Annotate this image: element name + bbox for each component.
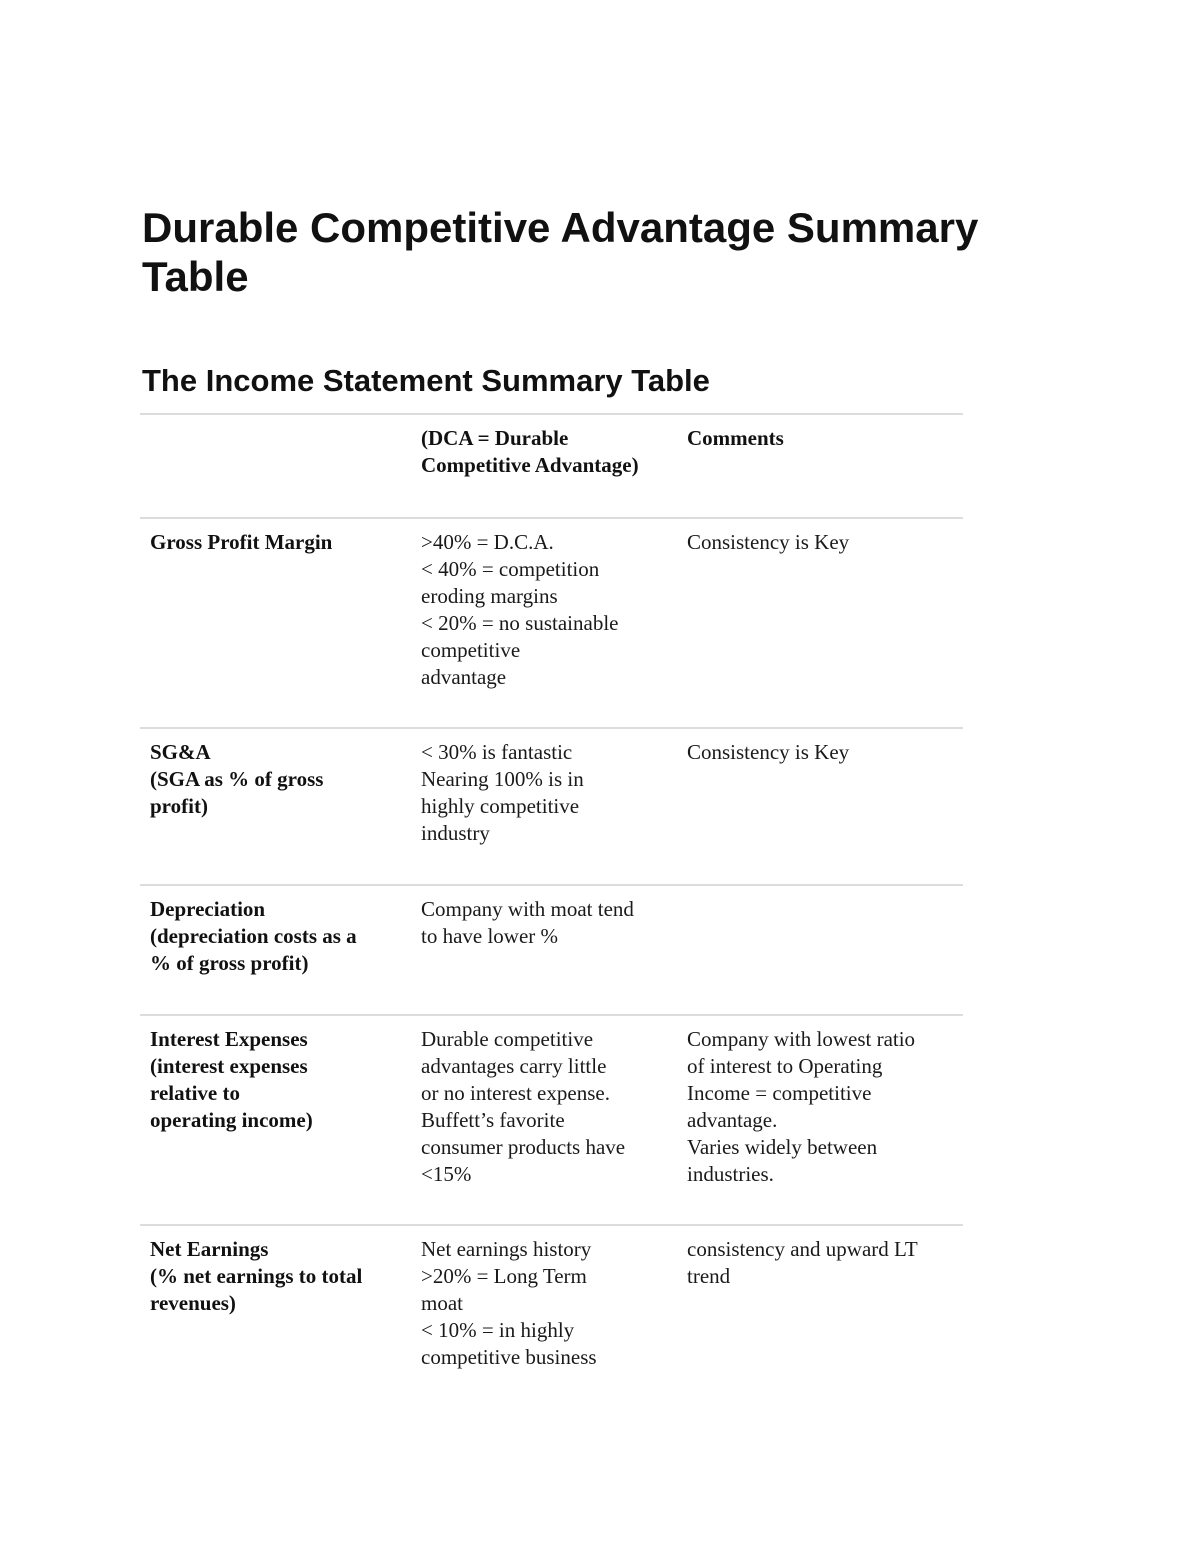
row-criteria: >40% = D.C.A. < 40% = competition eroding margins < 20% = no sustainable competitive advantage: [421, 530, 619, 689]
table-row-interest-expenses: [140, 1015, 963, 1225]
row-label: Interest Expenses (interest expenses relative to operating income): [150, 1027, 313, 1132]
table-row-gross-profit-margin: [140, 518, 963, 728]
row-comments: [677, 885, 963, 1015]
row-comments: Consistency is Key: [687, 530, 850, 554]
table-row-sga: [140, 728, 963, 885]
row-label: SG&A (SGA as % of gross profit): [150, 740, 324, 818]
document-title: Durable Competitive Advantage Summary Table: [142, 204, 979, 300]
header-cell-dca: (DCA = Durable Competitive Advantage): [421, 426, 639, 477]
table-header-row: [140, 414, 963, 518]
income-statement-summary-table: [140, 413, 963, 1376]
row-comments: consistency and upward LT trend: [687, 1237, 918, 1288]
header-cell-metric: [140, 414, 411, 518]
row-label: Net Earnings (% net earnings to total revenues): [150, 1237, 363, 1315]
row-criteria: < 30% is fantastic Nearing 100% is in highly competitive industry: [421, 740, 584, 845]
header-cell-comments: Comments: [687, 426, 784, 450]
section-title: The Income Statement Summary Table: [142, 363, 710, 398]
row-label: Gross Profit Margin: [150, 530, 333, 554]
row-criteria: Durable competitive advantages carry little or no interest expense. Buffett’s favorite consumer products have <15%: [421, 1027, 626, 1186]
row-comments: Consistency is Key: [687, 740, 850, 764]
table-row-depreciation: [140, 885, 963, 1015]
row-label: Depreciation (depreciation costs as a % of gross profit): [150, 897, 357, 975]
table-row-net-earnings: [140, 1225, 963, 1376]
row-comments: Company with lowest ratio of interest to Operating Income = competitive advantage. Varies widely between industries.: [687, 1027, 916, 1186]
row-criteria: Company with moat tend to have lower %: [421, 897, 634, 948]
row-criteria: Net earnings history >20% = Long Term moat < 10% = in highly competitive business: [421, 1237, 597, 1369]
